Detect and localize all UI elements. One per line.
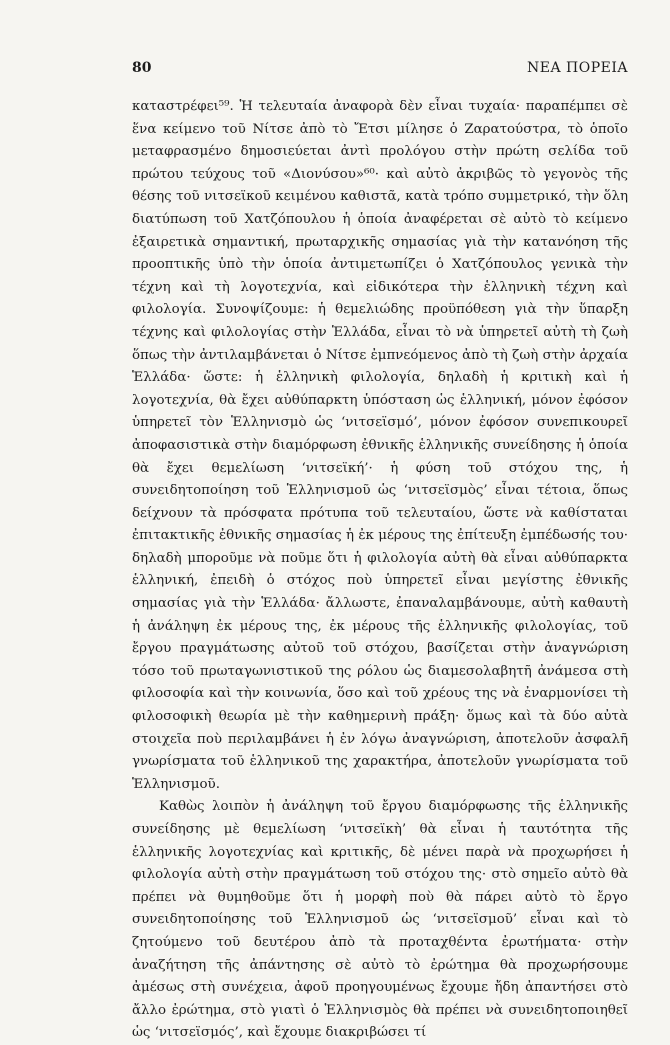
running-header xyxy=(132,58,628,78)
running-title: ΝΕΑ ΠΟΡΕΙΑ xyxy=(527,60,628,76)
body-text xyxy=(132,96,628,1045)
paragraph-1: καταστρέφει⁵⁹. Ἡ τελευταία ἀναφορὰ δὲν εἶναι τυχαία· παραπέμπει σὲ ἕνα κείμενο τοῦ Νίτσε ἀπὸ τὸ Ἔτσι μίλησε ὁ Ζαρατούστρα, τὸ ὁποῖο μεταφρασμένο δημοσιεύεται ἀντὶ προλόγου στὴν πρώτη σελίδα τοῦ πρώτου τεύχους τοῦ «Διονύσου»⁶⁰· καὶ αὐτὸ ἀκριβῶς τὸ γεγονὸς τῆς θέσης τοῦ νιτσεϊκοῦ κειμένου καθιστᾶ, κατὰ τρόπο συμμετρικό, τὴν ὅλη διατύπωση τοῦ Χατζόπουλου ἡ ὁποία ἀναφέρεται σὲ αὐτὸ τὸ κείμενο ἐξαιρετικὰ σημαντική, πρωταρχικῆς σημασίας γιὰ τὴν κατανόηση τῆς προοπτικῆς ὑπὸ τὴν ὁποία ἀντιμετωπίζει ὁ Χατζόπουλος γενικὰ τὴν τέχνη καὶ τὴ λογοτεχνία, καὶ εἰδικότερα τὴν ἑλληνικὴ τέχνη καὶ φιλολογία. Συνοψίζουμε: ἡ θεμελιώδης προϋπόθεση γιὰ τὴν ὕπαρξη τέχνης καὶ φιλολογίας στὴν Ἑλλάδα, εἶναι τὸ νὰ ὑπηρετεῖ αὐτὴ τὴ ζωὴ ὅπως τὴν ἀντιλαμβάνεται ὁ Νίτσε ἐμπνεόμενος ἀπὸ τὴ ζωὴ στὴν ἀρχαία Ἑλλάδα· ὥστε: ἡ ἑλληνικὴ φιλολογία, δηλαδὴ ἡ κριτικὴ καὶ ἡ λογοτεχνία, θὰ ἔχει αὐθύπαρκτη ὑπόσταση ὡς ἑλληνική, μόνον ἐφόσον ὑπηρετεῖ τὸν Ἑλληνισμὸ ὡς ‘νιτσεϊσμό’, μόνον ἐφόσον συνεπικουρεῖ ἀποφασιστικὰ στὴν διαμόρφωση ἐθνικῆς ἑλληνικῆς συνείδησης ἡ ὁποία θὰ ἔχει θεμελίωση ‘νιτσεϊκή’· ἡ φύση τοῦ στόχου της, ἡ συνειδητοποίηση τοῦ Ἑλληνισμοῦ ὡς ‘νιτσεϊσμὸς’ εἶναι τέτοια, ὅπως δείχνουν τὰ πρόσφατα πρότυπα τοῦ τελευταίου, ὥστε νὰ καθίσταται ἐπιτακτικῆς ἐθνικῆς σημασίας ἡ ἐκ μέρους της ἐπίτευξη ἐμπέδωσής του· δηλαδὴ μποροῦμε νὰ ποῦμε ὅτι ἡ φιλολογία αὐτὴ θὰ εἶναι αὐθύπαρκτα ἑλληνική, ἐπειδὴ ὁ στόχος ποὺ ὑπηρετεῖ εἶναι μεγίστης ἐθνικῆς σημασίας γιὰ τὴν Ἑλλάδα· ἄλλωστε, ἐπαναλαμβάνουμε, αὐτὴ καθαυτὴ ἡ ἀνάληψη ἐκ μέρους της, ἐκ μέρους τῆς ἑλληνικῆς φιλολογίας, τοῦ ἔργου πραγμάτωσης αὐτοῦ τοῦ στόχου, βασίζεται στὴν ἀναγνώριση τόσο τοῦ πρωταγωνιστικοῦ της ρόλου ὡς διαμεσολαβητῆ ἀνάμεσα στὴ φιλοσοφία καὶ τὴν κοινωνία, ὅσο καὶ τοῦ χρέους της νὰ ἐναρμονίσει τὴ φιλοσοφικὴ θεωρία μὲ τὴν καθημερινὴ πράξη· ὅμως καὶ τὰ δύο αὐτὰ στοιχεῖα ποὺ περιλαμβάνει ἡ ἐν λόγω ἀναγνώριση, ἀποτελοῦν ἀσφαλῆ γνωρίσματα τοῦ ἑλληνικοῦ της χαρακτήρα, ἀποτελοῦν γνωρίσματα τοῦ Ἑλληνισμοῦ. xyxy=(132,99,628,792)
paragraph-2: Καθὼς λοιπὸν ἡ ἀνάληψη τοῦ ἔργου διαμόρφωσης τῆς ἑλληνικῆς συνείδησης μὲ θεμελίωση ‘νιτσεϊκὴ’ θὰ εἶναι ἡ ταυτότητα τῆς ἑλληνικῆς λογοτεχνίας καὶ κριτικῆς, δὲ μένει παρὰ νὰ προχωρήσει ἡ φιλολογία αὐτὴ στὴν πραγμάτωση τοῦ στόχου της· στὸ σημεῖο αὐτὸ θὰ πρέπει νὰ θυμηθοῦμε ὅτι ἡ μορφὴ ποὺ θὰ πάρει αὐτὸ τὸ ἔργο συνειδητοποίησης τοῦ Ἑλληνισμοῦ ὡς ‘νιτσεϊσμοῦ’ εἶναι καὶ τὸ ζητούμενο τοῦ δευτέρου ἀπὸ τὰ προταχθέντα ἐρωτήματα· στὴν ἀναζήτηση τῆς ἀπάντησης σὲ αὐτὸ τὸ ἐρώτημα θὰ προχωρήσουμε ἀμέσως στὴ συνέχεια, ἀφοῦ προηγουμένως ἔχουμε ἤδη ἀπαντήσει στὸ ἄλλο ἐρώτημα, στὸ γιατὶ ὁ Ἑλληνισμὸς θὰ πρέπει νὰ συνειδητοποιηθεῖ ὡς ‘νιτσεϊσμός’, καὶ ἔχουμε διακριβώσει τί xyxy=(132,799,628,1041)
page-number: 80 xyxy=(132,60,152,76)
